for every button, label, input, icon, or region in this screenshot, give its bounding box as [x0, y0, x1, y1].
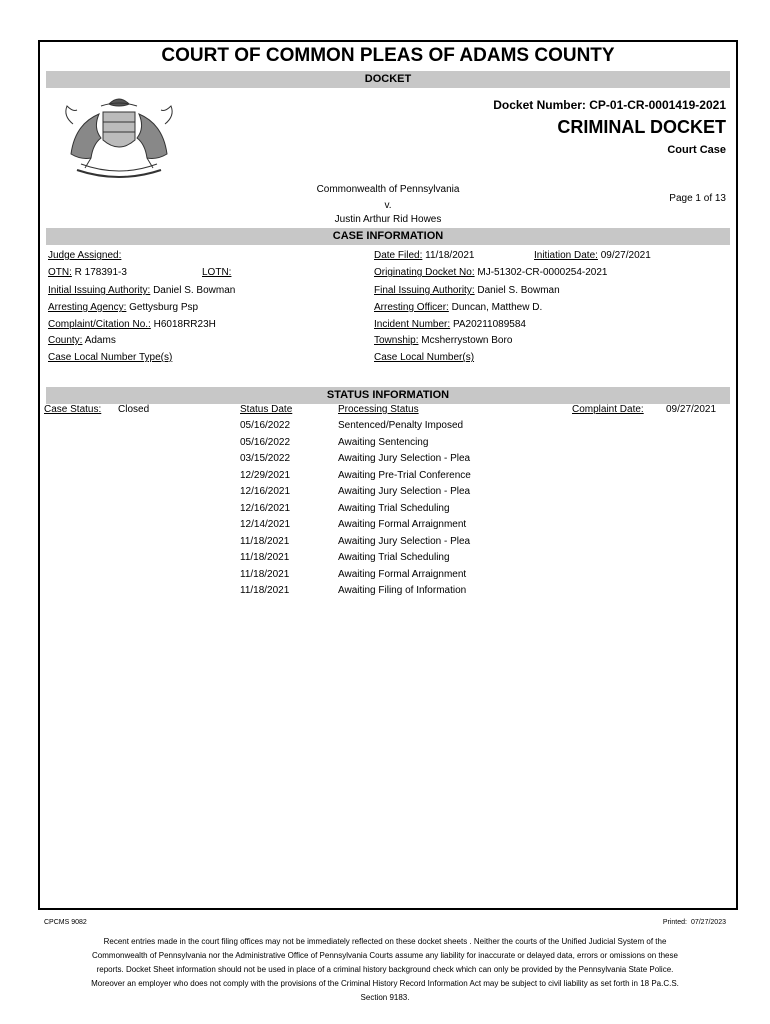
court-title: COURT OF COMMON PLEAS OF ADAMS COUNTY [161, 45, 615, 66]
status-row-date: 11/18/2021 [240, 568, 290, 580]
status-information-bar: STATUS INFORMATION [46, 387, 730, 404]
case-information-bar: CASE INFORMATION [46, 228, 730, 245]
status-row-status: Awaiting Trial Scheduling [338, 552, 450, 563]
arresting-agency-value: Gettysburg Psp [129, 302, 199, 313]
status-row-status: Awaiting Jury Selection - Plea [338, 486, 471, 497]
final-issuing-field [374, 285, 560, 296]
status-row-status: Sentenced/Penalty Imposed [338, 420, 464, 431]
incident-number-label: Incident Number: [374, 319, 451, 330]
case-local-number-type-label: Case Local Number Type(s) [48, 352, 173, 363]
case-status-label: Case Status: [44, 404, 102, 415]
status-row-status: Awaiting Jury Selection - Plea [338, 453, 471, 464]
initiation-date-label: Initiation Date: [534, 250, 598, 261]
printed-label: Printed: [662, 919, 687, 926]
caption-defendant: Justin Arthur Rid Howes [334, 214, 442, 225]
township-value: Mcsherrystown Boro [421, 335, 513, 346]
status-row-date: 11/18/2021 [240, 552, 290, 563]
lotn-label: LOTN: [202, 267, 232, 278]
case-local-number-field [374, 352, 474, 363]
case-local-number-type-field [48, 352, 172, 363]
caption-commonwealth: Commonwealth of Pennsylvania [316, 184, 460, 195]
docket-type: CRIMINAL DOCKET [557, 117, 726, 137]
complaint-citation-field [48, 319, 216, 330]
final-issuing-label: Final Issuing Authority: [374, 285, 475, 296]
initial-issuing-label: Initial Issuing Authority: [48, 285, 151, 296]
case-status-value: Closed [118, 404, 150, 415]
arresting-officer-field [374, 302, 542, 313]
county-label: County: [48, 335, 83, 346]
status-row-status: Awaiting Formal Arraignment [338, 568, 467, 580]
status-date-header: Status Date [240, 404, 293, 415]
status-row-date: 05/16/2022 [240, 436, 291, 448]
township-label: Township: [374, 335, 419, 346]
status-row-date: 11/18/2021 [240, 585, 290, 596]
status-row-status: Awaiting Jury Selection - Plea [338, 535, 471, 547]
complaint-citation-label: Complaint/Citation No.: [48, 319, 151, 330]
page-indicator: Page 1 of 13 [669, 193, 726, 204]
status-row-status: Awaiting Sentencing [338, 436, 429, 448]
disclaimer: Recent entries made in the court filing offices may not be immediately reflected on these docket sheets . Neither the courts of the Unified Judicial System of the Commonwealth of Pennsylvania nor the Administrative Office of Pennsylvania Courts assume any liability for inaccurate or delayed data, errors or omissions on these reports. Docket Sheet information should not be used in place of a criminal history background check which can only be provided by the Pennsylvania State Police. Moreover an employer who does not comply with the provisions of the Criminal History Record Information Act may be subject to civil liability as set forth in 18 Pa.C.S. Section 9183. [91, 937, 679, 1002]
docket-number: Docket Number: CP-01-CR-0001419-2021 [493, 98, 726, 112]
status-row-date: 05/16/2022 [240, 420, 291, 431]
originating-docket-value: MJ-51302-CR-0000254-2021 [477, 267, 608, 278]
caption-versus: v. [384, 200, 392, 211]
status-row-date: 11/18/2021 [240, 535, 290, 547]
status-row-date: 03/15/2022 [240, 453, 291, 464]
complaint-date-value: 09/27/2021 [666, 404, 717, 415]
status-row-date: 12/29/2021 [240, 469, 291, 481]
case-status-field [44, 404, 149, 415]
complaint-date-label: Complaint Date: [572, 404, 644, 415]
status-row-status: Awaiting Formal Arraignment [338, 519, 467, 530]
status-row-status: Awaiting Pre-Trial Conference [338, 469, 471, 481]
status-row-date: 12/16/2021 [240, 486, 291, 497]
final-issuing-value: Daniel S. Bowman [477, 285, 560, 296]
arresting-agency-label: Arresting Agency: [48, 302, 127, 313]
otn-field [48, 267, 127, 278]
otn-label: OTN: [48, 267, 72, 278]
date-filed-field [374, 250, 474, 261]
county-field [48, 335, 116, 346]
docket-page [38, 40, 738, 910]
date-filed-label: Date Filed: [374, 250, 423, 261]
originating-docket-field [374, 267, 607, 278]
county-value: Adams [84, 335, 116, 346]
arresting-agency-field [48, 302, 198, 313]
pennsylvania-seal-icon [51, 94, 187, 180]
initiation-date-field [534, 250, 651, 261]
complaint-citation-value: H6018RR23H [153, 319, 216, 330]
case-kind: Court Case [667, 144, 726, 156]
docket-bar: DOCKET [46, 71, 730, 88]
judge-assigned-label: Judge Assigned: [48, 250, 122, 261]
printed-date: 07/27/2023 [690, 919, 726, 926]
initial-issuing-field [48, 285, 235, 296]
initial-issuing-value: Daniel S. Bowman [153, 285, 236, 296]
arresting-officer-value: Duncan, Matthew D. [451, 302, 543, 313]
form-id: CPCMS 9082 [44, 919, 87, 926]
status-row-status: Awaiting Trial Scheduling [338, 502, 450, 514]
status-row-status: Awaiting Filing of Information [338, 585, 467, 596]
initiation-date-value: 09/27/2021 [600, 250, 651, 261]
township-field [374, 335, 512, 346]
printed-stamp [663, 919, 726, 926]
date-filed-value: 11/18/2021 [425, 250, 475, 261]
judge-assigned-field [48, 250, 121, 261]
incident-number-value: PA20211089584 [452, 319, 526, 330]
originating-docket-label: Originating Docket No: [374, 267, 475, 278]
otn-value: R 178391-3 [74, 267, 127, 278]
status-row-date: 12/14/2021 [240, 519, 291, 530]
case-local-number-label: Case Local Number(s) [374, 352, 475, 363]
incident-number-field [374, 319, 526, 330]
processing-status-header: Processing Status [338, 404, 419, 415]
status-row-date: 12/16/2021 [240, 502, 291, 514]
arresting-officer-label: Arresting Officer: [374, 302, 449, 313]
lotn-field [202, 267, 231, 278]
